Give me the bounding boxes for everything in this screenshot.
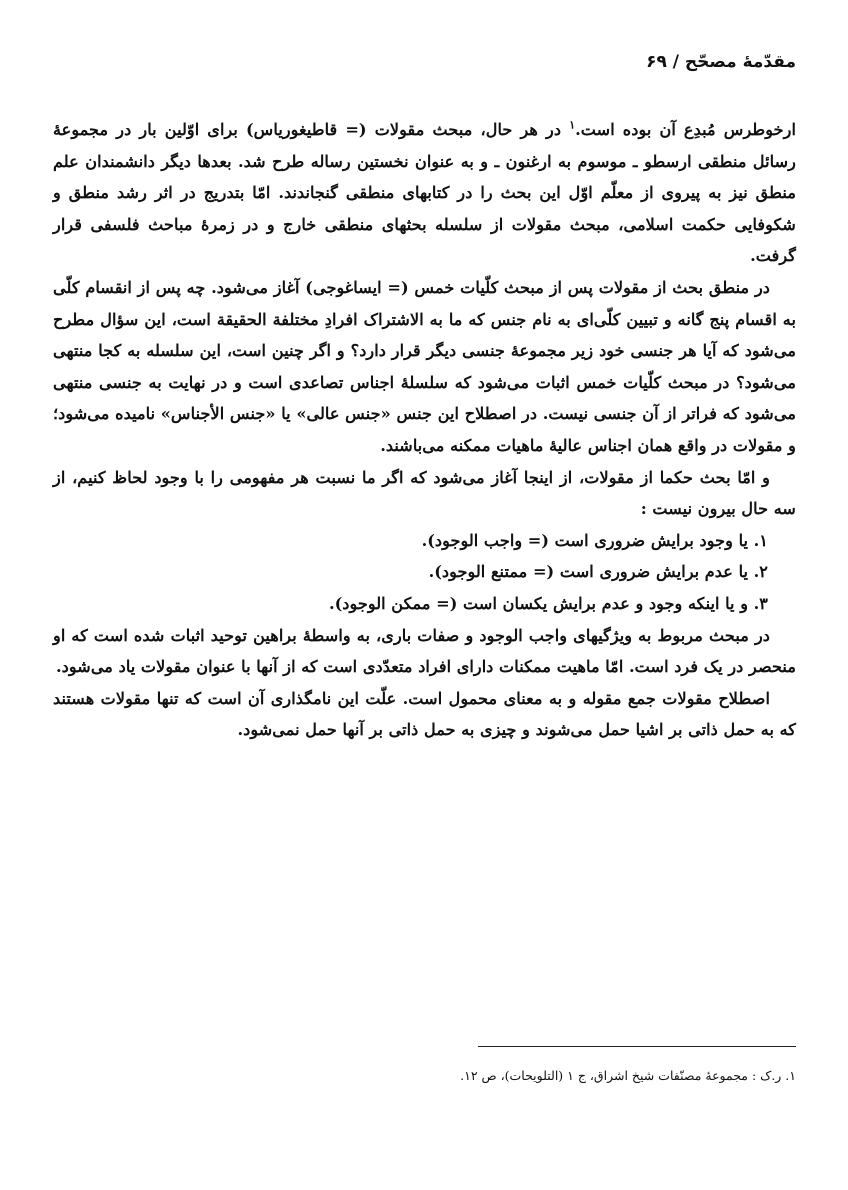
list-item-2: ۲. یا عدم برایش ضروری است (= ممتنع الوجود).	[428, 562, 768, 582]
paragraph-2: در منطق بحث از مقولات پس از مبحث کلّیات خمس (= ایساغوجی) آغاز می‌شود. چه پس از انقسام کلّی به اقسام پنج گانه و تبیین کلّی‌ای به نام جنس که ما به الاشتراک افرادِ مختلفة الحقیقة است، این سؤال مطرح می‌شود که آیا هر جنسی خود زیر مجموعهٔ جنسی دیگر قرار دارد؟ و اگر چنین است، این سلسله به کجا منتهی می‌شود؟ در مبحث کلّیات خمس اثبات می‌شود که سلسلهٔ اجناس تصاعدی است و در نهایت به جنسی منتهی می‌شود که فراتر از آن جنسی نیست. در اصطلاح این جنس «جنس عالی» یا «جنس الأجناس» نامیده می‌شود؛ و مقولات در واقع همان اجناس عالیهٔ ماهیات ممکنه می‌باشند.	[53, 277, 796, 455]
paragraph-1-text-b: در هر حال، مبحث مقولات (= قاطیغوریاس) برای اوّلین بار در مجموعهٔ رسائل منطقی ارسطو ـ موسوم به ارغنون ـ و به عنوان نخستین رساله طرح شد. بعدها دیگر دانشمندان علم منطق نیز به پیروی از معلّم اوّل این بحث را در کتابهای منطقی گنجاندند. امّا بتدریج در اثر رشد منطق و شکوفایی حکمت اسلامی، مبحث مقولات از سلسله بحثهای منطقی خارج و در زمرهٔ مباحث فلسفی قرار گرفت.	[53, 120, 796, 266]
paragraph-1	[53, 114, 796, 272]
list-item-3: ۳. و یا اینکه وجود و عدم برایش یکسان است (= ممکن الوجود).	[328, 593, 768, 613]
footnote-1: ۱. ر.ک : مجموعهٔ مصنّفات شیخ اشراق، ج ۱ (التلویحات)، ص ۱۲.	[460, 1068, 796, 1083]
running-head: مقدّمهٔ مصحّح / ۶۹	[646, 52, 796, 72]
footnote-separator	[478, 1046, 796, 1047]
paragraph-4: در مبحث مربوط به ویژگیهای واجب الوجود و صفات باری، به واسطهٔ براهین توحید اثبات شده است که او منحصر در یک فرد است. امّا ماهیت ممکنات دارای افراد متعدّدی است که از آنها با عنوان مقولات یاد می‌شود.	[53, 625, 796, 677]
paragraph-3: و امّا بحث حکما از مقولات، از اینجا آغاز می‌شود که اگر ما نسبت هر مفهومی را با وجود لحاظ کنیم، از سه حال بیرون نیست :	[53, 467, 796, 519]
footnote-marker-1[interactable]: ۱	[569, 118, 576, 132]
body-text	[53, 114, 796, 746]
list-item-1: ۱. یا وجود برایش ضروری است (= واجب الوجود).	[421, 530, 768, 550]
paragraph-1-text-a: ارخوطرس مُبدِع آن بوده است.	[575, 120, 796, 139]
paragraph-5: اصطلاح مقولات جمع مقوله و به معنای محمول است. علّت این نامگذاری آن است که تنها مقولات هستند که به حمل ذاتی بر اشیا حمل می‌شوند و چیزی به حمل ذاتی بر آنها حمل نمی‌شود.	[53, 688, 796, 740]
